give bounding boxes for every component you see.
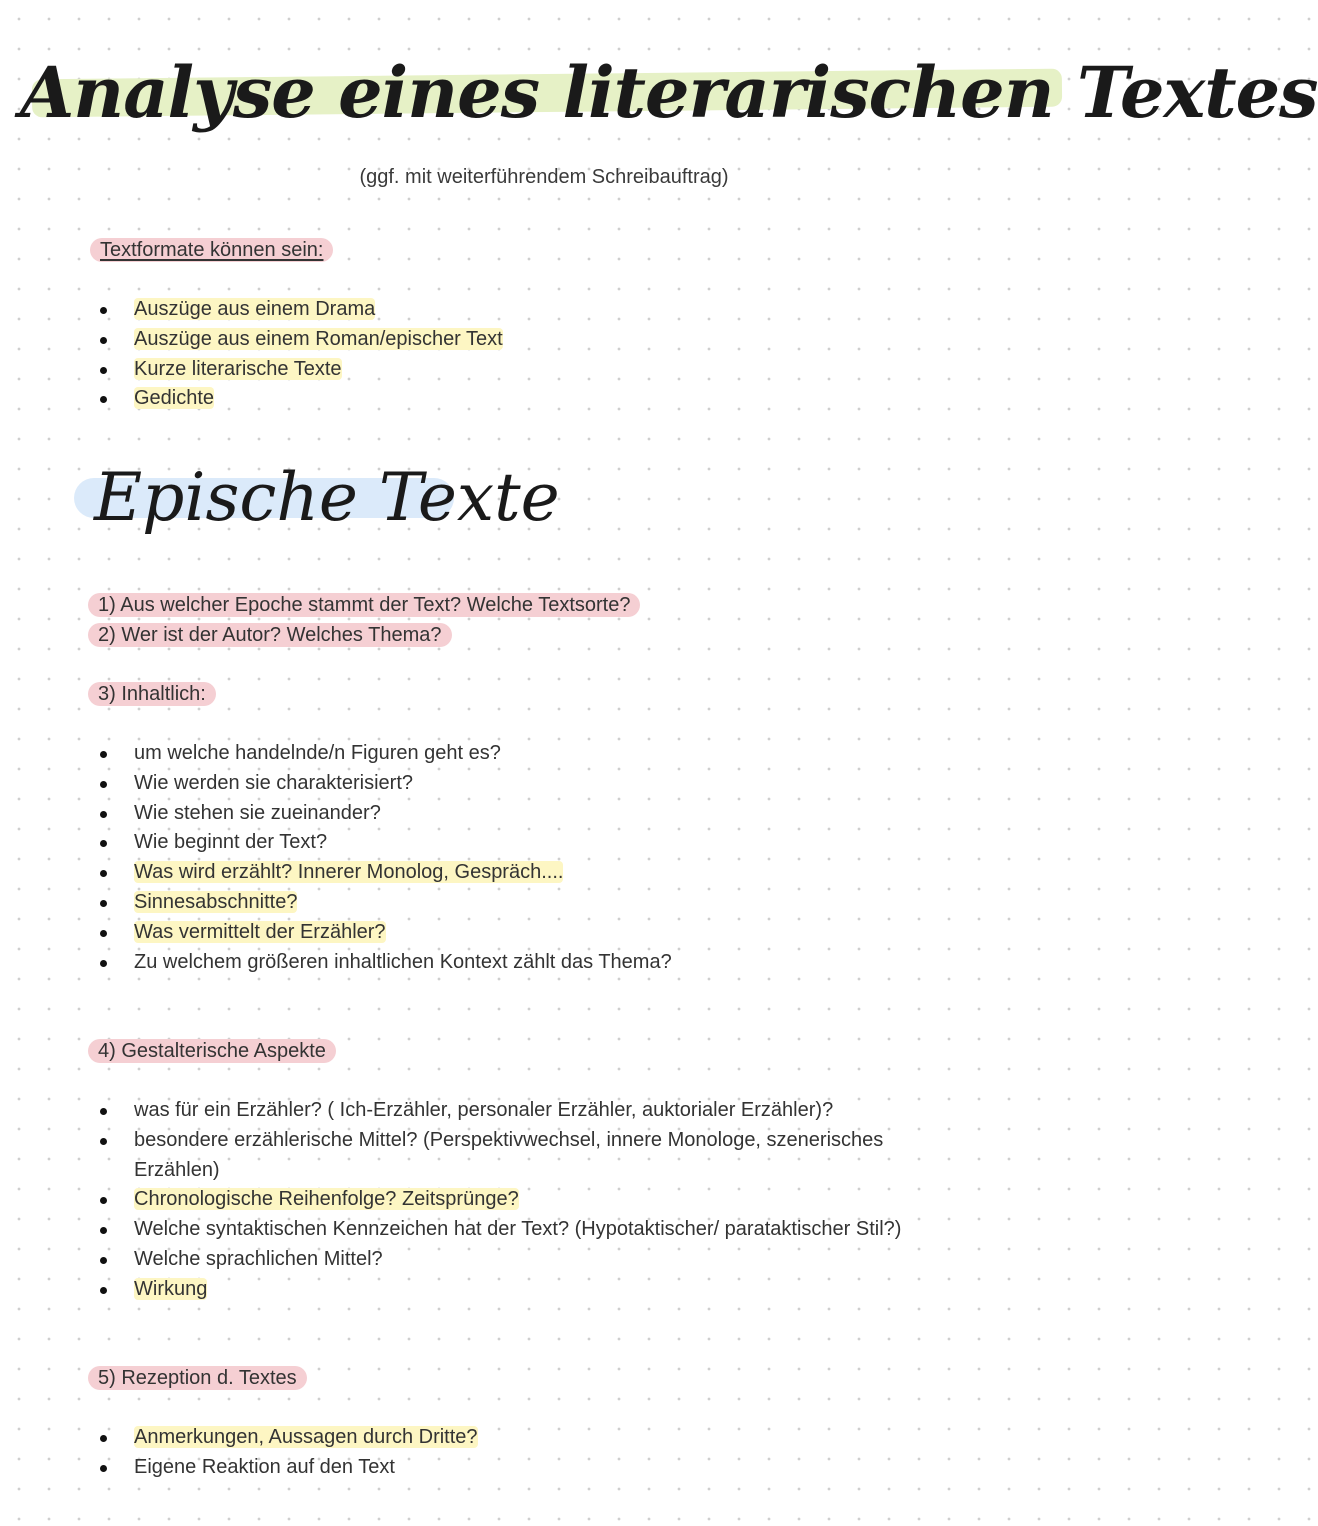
list-item: Auszüge aus einem Roman/epischer Text — [96, 325, 503, 355]
list-item: was für ein Erzähler? ( Ich-Erzähler, personaler Erzähler, auktorialer Erzähler)? — [96, 1096, 901, 1126]
question-2: 2) Wer ist der Autor? Welches Thema? — [88, 621, 452, 649]
section-title: Epische Texte — [94, 459, 560, 536]
list-item: Wie beginnt der Text? — [96, 828, 672, 858]
inhaltlich-list — [96, 739, 672, 977]
textformate-heading-pill — [90, 236, 333, 264]
inhaltlich-heading: 3) Inhaltlich: — [88, 680, 216, 708]
page-title: Analyse eines literarischen Textes — [20, 51, 1318, 134]
list-item: Sinnesabschnitte? — [96, 888, 672, 918]
gestalterisch-list — [96, 1096, 901, 1305]
section-title-block — [74, 448, 560, 558]
list-item: Wie werden sie charakterisiert? — [96, 769, 672, 799]
list-item: Was vermittelt der Erzähler? — [96, 918, 672, 948]
page-subtitle: (ggf. mit weiterführendem Schreibauftrag) — [359, 166, 729, 188]
question-1: 1) Aus welcher Epoche stammt der Text? Welche Textsorte? — [88, 591, 640, 619]
list-item: Welche sprachlichen Mittel? — [96, 1245, 901, 1275]
rezeption-list — [96, 1423, 478, 1483]
textformate-heading: Textformate können sein: — [90, 238, 333, 262]
list-item: Wirkung — [96, 1275, 901, 1305]
list-item: Zu welchem größeren inhaltlichen Kontext zählt das Thema? — [96, 948, 672, 978]
gestalterisch-heading: 4) Gestalterische Aspekte — [88, 1037, 336, 1065]
list-item: Eigene Reaktion auf den Text — [96, 1453, 478, 1483]
textformate-list — [96, 295, 503, 414]
list-item: Anmerkungen, Aussagen durch Dritte? — [96, 1423, 478, 1453]
list-item: um welche handelnde/n Figuren geht es? — [96, 739, 672, 769]
rezeption-heading: 5) Rezeption d. Textes — [88, 1364, 307, 1392]
list-item: Chronologische Reihenfolge? Zeitsprünge? — [96, 1185, 901, 1215]
list-item: Auszüge aus einem Drama — [96, 295, 503, 325]
list-item: Welche syntaktischen Kennzeichen hat der Text? (Hypotaktischer/ parataktischer Stil?) — [96, 1215, 901, 1245]
title-block — [20, 38, 1318, 158]
list-item: besondere erzählerische Mittel? (Perspektivwechsel, innere Monologe, szenerisches Erzählen) — [96, 1126, 901, 1186]
list-item: Gedichte — [96, 384, 503, 414]
list-item: Kurze literarische Texte — [96, 355, 503, 385]
list-item: Was wird erzählt? Innerer Monolog, Gespräch.... — [96, 858, 672, 888]
list-item: Wie stehen sie zueinander? — [96, 799, 672, 829]
